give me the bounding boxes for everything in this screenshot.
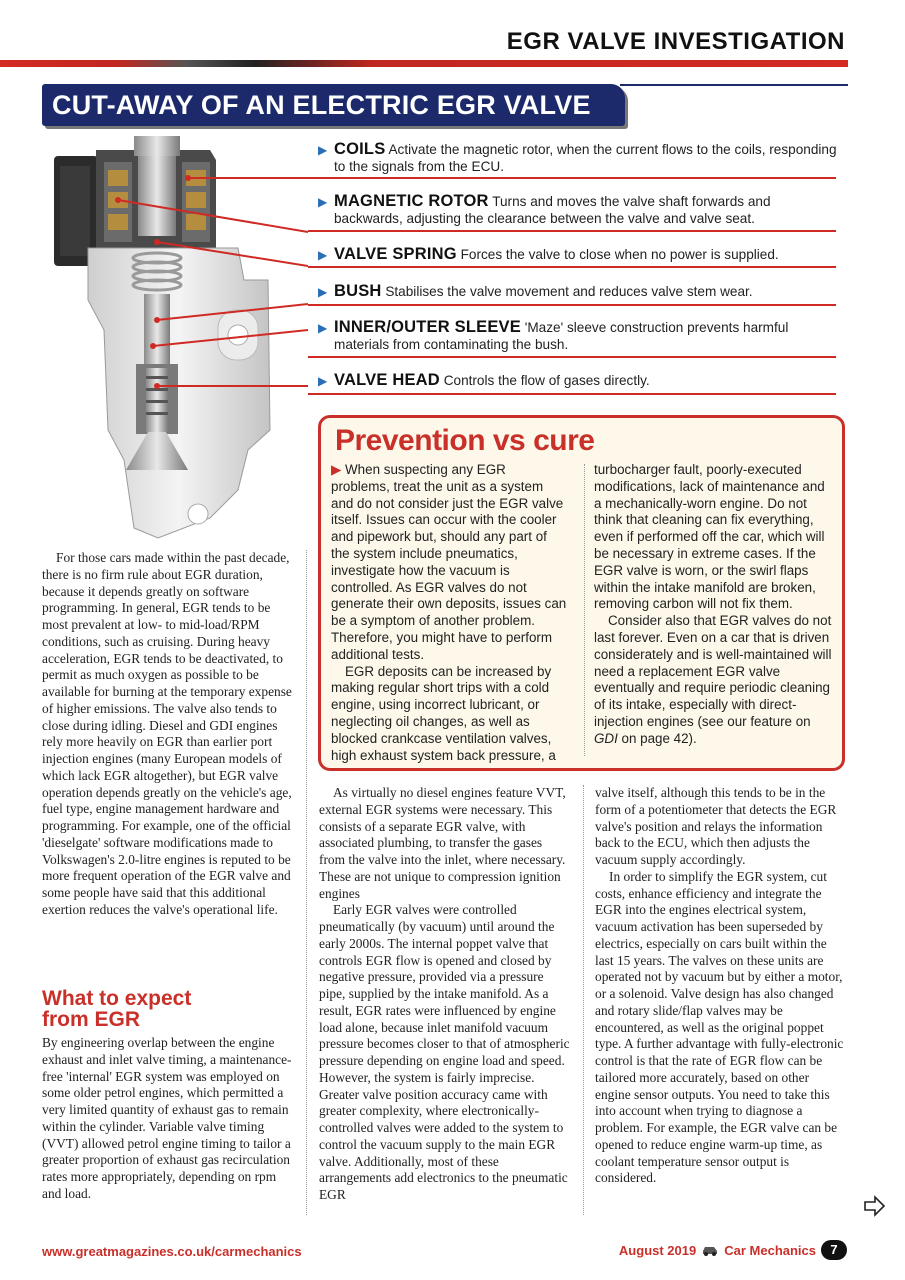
section-title: EGR VALVE INVESTIGATION (506, 28, 845, 55)
article-column-1: For those cars made within the past decade, there is no firm rule about EGR duration, because it depends greatly on software programming. In general, EGR tends to be most prevalent at low- to mid-load/RPM conditions, such as cruising. During heavy acceleration, EGR tends to be deactivated, to permit as much oxygen as possible to be available for burning at the temporary expense of higher emissions. The valve also tends to close during idling. Diesel and GDI engines rely more heavily on EGR than earlier port injection engines (many European models of which lack EGR altogether), but EGR valve operation depends greatly on the vehicle's age, fuel type, engine management hardware and programming. For example, one of the official 'dieselgate' software modifications made to Volkswagen's 2.0-litre engines is reputed to be more frequent operation of the EGR valve and some people have said that this additional exertion reduces the valve's operational life. (42, 550, 292, 917)
callout-magnetic-rotor: ▶ MAGNETIC ROTOR Turns and moves the valve shaft forwards and backwards, adjusting the clearance between the valve and valve seat. (318, 192, 771, 226)
issue-date: August 2019 (618, 1242, 697, 1258)
banner-rule (620, 84, 848, 86)
triangle-bullet-icon: ▶ (318, 285, 328, 299)
prevention-vs-cure-box (318, 415, 845, 771)
prevention-column-right: turbocharger fault, poorly-executed modifications, lack of maintenance and a mechanically-worn engine. Do not think that cleaning can fix everything, even if performed off the car, which will be necessary in extreme cases. If the EGR valve is worn, or the swirl flaps within the intake manifold are broken, removing carbon will not fix them. Consider also that EGR valves do not last forever. Even on a car that is driven considerately and is well-maintained will need a replacement EGR valve eventually and require periodic cleaning of its intake, especially with direct-injection engines (see our feature on GDI on page 42). (594, 462, 832, 746)
header-rule (0, 60, 848, 67)
triangle-bullet-icon: ▶ (318, 143, 328, 157)
cutaway-banner-title: CUT-AWAY OF AN ELECTRIC EGR VALVE (42, 84, 625, 126)
triangle-bullet-icon: ▶ (318, 321, 328, 335)
footer-issue-info (619, 1240, 847, 1260)
footer-url-link[interactable]: www.greatmagazines.co.uk/carmechanics (42, 1244, 302, 1259)
triangle-bullet-icon: ▶ (331, 462, 342, 477)
triangle-bullet-icon: ▶ (318, 374, 328, 388)
prevention-title: Prevention vs cure (335, 424, 595, 457)
next-page-arrow-icon[interactable] (862, 1194, 886, 1218)
triangle-bullet-icon: ▶ (318, 248, 328, 262)
callout-bush: ▶ BUSH Stabilises the valve movement and reduces valve stem wear. (318, 282, 753, 300)
callout-coils: ▶ COILS Activate the magnetic rotor, when the current flows to the coils, responding to the signals from the ECU. (318, 140, 837, 174)
callout-inner-outer-sleeve: ▶ INNER/OUTER SLEEVE 'Maze' sleeve construction prevents harmful materials from contaminating the bush. (318, 318, 789, 352)
article-column-1-continued: By engineering overlap between the engine exhaust and inlet valve timing, a maintenance-free 'internal' EGR system was employed on some older petrol engines, which permitted a very limited quantity of exhaust gas to remain within the cylinder. Variable valve timing (VVT) allowed petrol engine timing to tailor a greater proportion of exhaust gas recirculation rates more appropriately, depending on rpm and load. (42, 1035, 292, 1201)
car-icon (701, 1244, 719, 1256)
what-to-expect-heading: What to expect from EGR (42, 987, 192, 1031)
article-column-2: As virtually no diesel engines feature VVT, external EGR systems were necessary. This consists of a separate EGR valve, with associated plumbing, to transfer the gases from the valve into the inlet, where necessary. These are not unique to compression ignition engines Early EGR valves were controlled pneumatically (by vacuum) until around the early 2000s. The internal poppet valve that controls EGR flow is opened and closed by negative pressure, provided via a pressure pipe, supplied by the intake manifold. As a result, EGR rates were influenced by engine load alone, because inlet manifold vacuum pressure becomes closer to that of atmospheric pressure depending on engine load and speed. However, the system is fairly imprecise. Greater valve position accuracy came with greater complexity, where electronically-controlled valves were added to the system to control the vacuum supply to the main EGR valve. Additionally, most of these arrangements add electronics to the pneumatic EGR (319, 785, 570, 1202)
prevention-column-left: ▶ When suspecting any EGR problems, treat the unit as a system and do not consider just the EGR valve itself. Issues can occur with the cooler and pipework but, should any part of the system include pneumatics, investigate how the vacuum is controlled. As EGR valves do not generate their own deposits, issues can be a symptom of another problem. Therefore, you might have to perform additional tests. EGR deposits can be increased by making regular short trips with a cold engine, using incorrect lubricant, or neglecting oil changes, as well as blocked crankcase ventilation valves, high exhaust system back pressure, a (331, 462, 567, 763)
callout-valve-head: ▶ VALVE HEAD Controls the flow of gases directly. (318, 371, 650, 389)
callout-valve-spring: ▶ VALVE SPRING Forces the valve to close when no power is supplied. (318, 245, 779, 263)
egr-valve-cutaway-image (38, 130, 308, 540)
page-number: 7 (821, 1240, 847, 1260)
article-column-3: valve itself, although this tends to be in the form of a potentiometer that detects the EGR valve's position and relays the information back to the ECU, which then adjusts the vacuum supply accordingly. In order to simplify the EGR system, cut costs, enhance efficiency and integrate the EGR into the engines electrical system, vacuum activation has been superseded by electrics, especially on cars built within the last 15 years. The valves on these units are operated not by vacuum but by either a motor, or a solenoid. Valve design has also changed and rotary slide/flap valves may be encountered, as well as the original poppet type. A further advantage with fully-electronic control is that the rate of EGR flow can be tailored more accurately, based on other engine sensor outputs. You need to take this into account when trying to diagnose a problem. For example, the EGR valve can be opened to reduce engine warm-up time, as coolant temperature sensor output is considered. (595, 785, 844, 1186)
triangle-bullet-icon: ▶ (318, 195, 328, 209)
magazine-name: Car Mechanics (724, 1242, 816, 1258)
